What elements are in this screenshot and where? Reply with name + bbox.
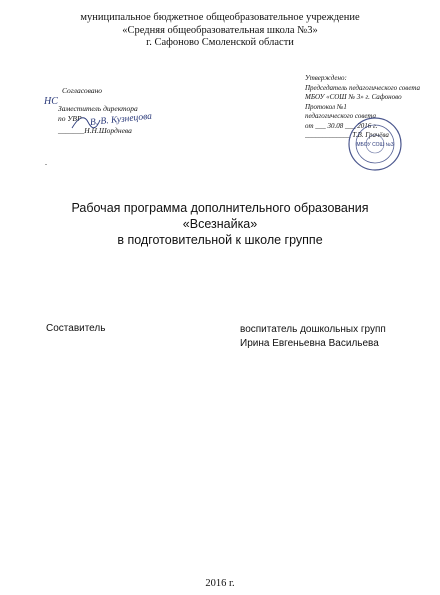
header-line-2: «Средняя общеобразовательная школа №3» bbox=[122, 24, 318, 36]
header-line-3: г. Сафоново Смоленской области bbox=[146, 37, 294, 48]
agreed-label: Согласовано bbox=[62, 86, 103, 95]
protocol-date: от ___ 30.08 ___ 2016 г. bbox=[305, 121, 378, 130]
deputy-director-name: _______Н.Н.Шорднева bbox=[58, 126, 132, 135]
stray-dot: . bbox=[45, 158, 47, 167]
school-name: МБОУ «СОШ № 3» г. Сафоново bbox=[305, 93, 402, 101]
title-line-1: Рабочая программа дополнительного образования bbox=[71, 201, 369, 215]
title-line-2: «Всезнайка» bbox=[182, 217, 258, 231]
school-header bbox=[0, 12, 440, 50]
program-title bbox=[0, 200, 440, 248]
composer-info bbox=[240, 323, 386, 351]
stamp-text: МБОУ СОШ №3 bbox=[356, 142, 394, 148]
header-line-1: муниципальное бюджетное общеобразовательное учреждение bbox=[80, 12, 360, 23]
composer-role: воспитатель дошкольных групп bbox=[240, 324, 386, 335]
composer-name: Ирина Евгеньевна Васильева bbox=[240, 338, 379, 349]
composer-label: Составитель bbox=[46, 323, 106, 334]
director-signature-line: _____________ Т.В. Грачёва bbox=[305, 131, 389, 139]
protocol-number: Протокол №1 bbox=[305, 102, 347, 111]
protocol-council: педагогического совета bbox=[305, 112, 377, 120]
approved-label: Утверждено: bbox=[305, 74, 347, 82]
title-line-3: в подготовительной к школе группе bbox=[117, 233, 323, 247]
deputy-director-position: Заместитель директора bbox=[58, 104, 138, 113]
round-stamp bbox=[347, 116, 403, 172]
handwritten-signature-text: В. В. Кузнецова bbox=[89, 111, 153, 129]
deputy-director-subject: по УВР bbox=[58, 114, 82, 123]
handwritten-initials-text: НС bbox=[44, 96, 58, 107]
council-chair: Председатель педагогического совета bbox=[305, 83, 421, 92]
document-year: 2016 г. bbox=[205, 578, 235, 589]
approval-left-block bbox=[58, 86, 198, 136]
